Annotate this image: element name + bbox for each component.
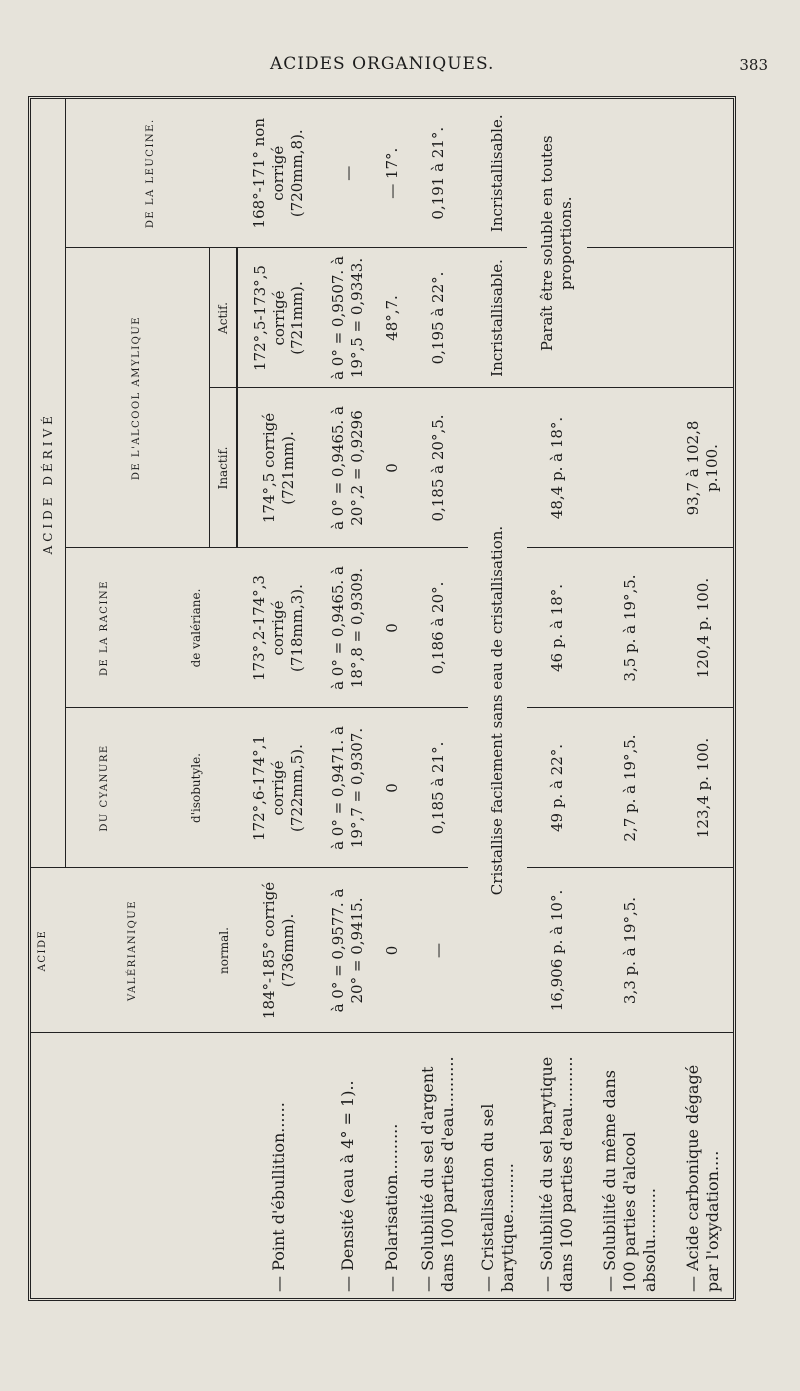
valeric-acid-properties-table (31, 99, 733, 1298)
table-cell: — (320, 99, 376, 248)
col-header-cyanure-line2: d'isobutyle. (189, 753, 204, 823)
table-cell: 2,7 p. à 19°,5. (587, 708, 674, 868)
table-cell: 168°-171° non corrigé (720mm,8). (237, 99, 320, 248)
table-row (237, 99, 320, 1298)
properties-table-frame (28, 96, 736, 1301)
col-header-cyanure (66, 708, 238, 868)
table-cell: 93,7 à 102,8 p.100. (673, 388, 733, 548)
row-label: — Solubilité du sel d'argent dans 100 parties d'eau.......... (418, 1056, 458, 1292)
table-cell-span: Paraît être soluble en toutes proportions. (527, 99, 586, 388)
table-cell (673, 868, 733, 1033)
row-label: — Solubilité du même dans 100 parties d'alcool absolu.......... (600, 1070, 660, 1292)
table-row (409, 99, 468, 1298)
col-header-racine-line1: DE LA RACINE (99, 580, 111, 676)
row-label: — Cristallisation du sel barytique.......... (477, 1103, 517, 1292)
table-cell: 49 p. à 22°. (527, 708, 586, 868)
table-cell: 3,5 p. à 19°,5. (587, 548, 674, 708)
table-row (527, 99, 586, 1298)
table-cell: 120,4 p. 100. (673, 548, 733, 708)
row-label: — Acide carbonique dégagé par l'oxydation.... (683, 1064, 723, 1292)
table-cell: 0 (376, 388, 408, 548)
row-label: — Solubilité du sel barytique dans 100 parties d'eau.......... (537, 1056, 577, 1292)
col-header-leucine: DE LA LEUCINE. (66, 99, 238, 248)
table-cell: — 17°. (376, 99, 408, 248)
table-cell: 184°-185° corrigé (736mm). (237, 868, 320, 1033)
table-cell: à 0° = 0,9577. à 20° = 0,9415. (320, 868, 376, 1033)
col-header-racine (66, 548, 238, 708)
row-label-header (31, 1033, 237, 1298)
table-row (587, 99, 674, 1298)
table-cell (673, 99, 733, 248)
group-header-acide-derive: ACIDE DÉRIVÉ (31, 99, 66, 868)
col-header-racine-line2: de valériane. (189, 588, 204, 668)
col-header-valerianique-line1: ACIDE (36, 929, 48, 972)
col-header-valerianique (31, 868, 237, 1033)
table-cell (673, 248, 733, 388)
table-cell: 173°,2-174°,3 corrigé (718mm,3). (237, 548, 320, 708)
col-header-valerianique-line3: normal. (216, 927, 231, 974)
table-cell (587, 248, 674, 388)
table-cell-span: Cristallise facilement sans eau de cristallisation. (468, 388, 527, 1033)
table-cell: — (409, 868, 468, 1033)
table-cell: à 0° = 0,9465. à 20°,2 = 0,9296 (320, 388, 376, 548)
rotated-table-container (31, 99, 733, 1298)
table-cell: 0,195 à 22°. (409, 248, 468, 388)
table-cell: 0,186 à 20°. (409, 548, 468, 708)
table-cell: à 0° = 0,9507. à 19°,5 = 0,9343. (320, 248, 376, 388)
table-cell: 48°,7. (376, 248, 408, 388)
running-title: ACIDES ORGANIQUES. (270, 54, 495, 74)
col-header-alcool-amylique: DE L'ALCOOL AMYLIQUE (66, 248, 210, 548)
table-cell: 172°,6-174°,1 corrigé (722mm,5). (237, 708, 320, 868)
table-cell: 46 p. à 18°. (527, 548, 586, 708)
table-cell (587, 99, 674, 248)
page-header (0, 50, 800, 84)
table-cell: 174°,5 corrigé (721mm). (237, 388, 320, 548)
table-cell: 16,906 p. à 10°. (527, 868, 586, 1033)
table-cell: Incristallisable. (468, 99, 527, 248)
table-cell: 0,185 à 21°. (409, 708, 468, 868)
col-header-cyanure-line1: DU CYANURE (99, 744, 111, 832)
table-cell: 123,4 p. 100. (673, 708, 733, 868)
table-row (376, 99, 408, 1298)
row-label: — Densité (eau à 4° = 1).. (338, 1080, 358, 1292)
table-cell: 48,4 p. à 18°. (527, 388, 586, 548)
col-header-valerianique-line2: VALÉRIANIQUE (126, 899, 138, 1002)
row-label: — Point d'ébullition...... (268, 1102, 288, 1292)
table-cell: 0 (376, 548, 408, 708)
col-header-inactif: Inactif. (210, 388, 238, 548)
table-row (320, 99, 376, 1298)
col-header-actif: Actif. (210, 248, 238, 388)
table-cell: 0 (376, 868, 408, 1033)
table-row (468, 99, 527, 1298)
table-cell: 0 (376, 708, 408, 868)
table-cell: 0,191 à 21°. (409, 99, 468, 248)
table-cell: à 0° = 0,9465. à 18°,8 = 0,9309. (320, 548, 376, 708)
table-cell: 172°,5-173°,5 corrigé (721mm). (237, 248, 320, 388)
table-cell: 3,3 p. à 19°,5. (587, 868, 674, 1033)
table-row (673, 99, 733, 1298)
table-cell: 0,185 à 20°,5. (409, 388, 468, 548)
table-cell: Incristallisable. (468, 248, 527, 388)
table-cell (587, 388, 674, 548)
table-cell: à 0° = 0,9471. à 19°,7 = 0,9307. (320, 708, 376, 868)
page-number: 383 (739, 56, 768, 74)
row-label: — Polarisation.......... (382, 1123, 402, 1292)
